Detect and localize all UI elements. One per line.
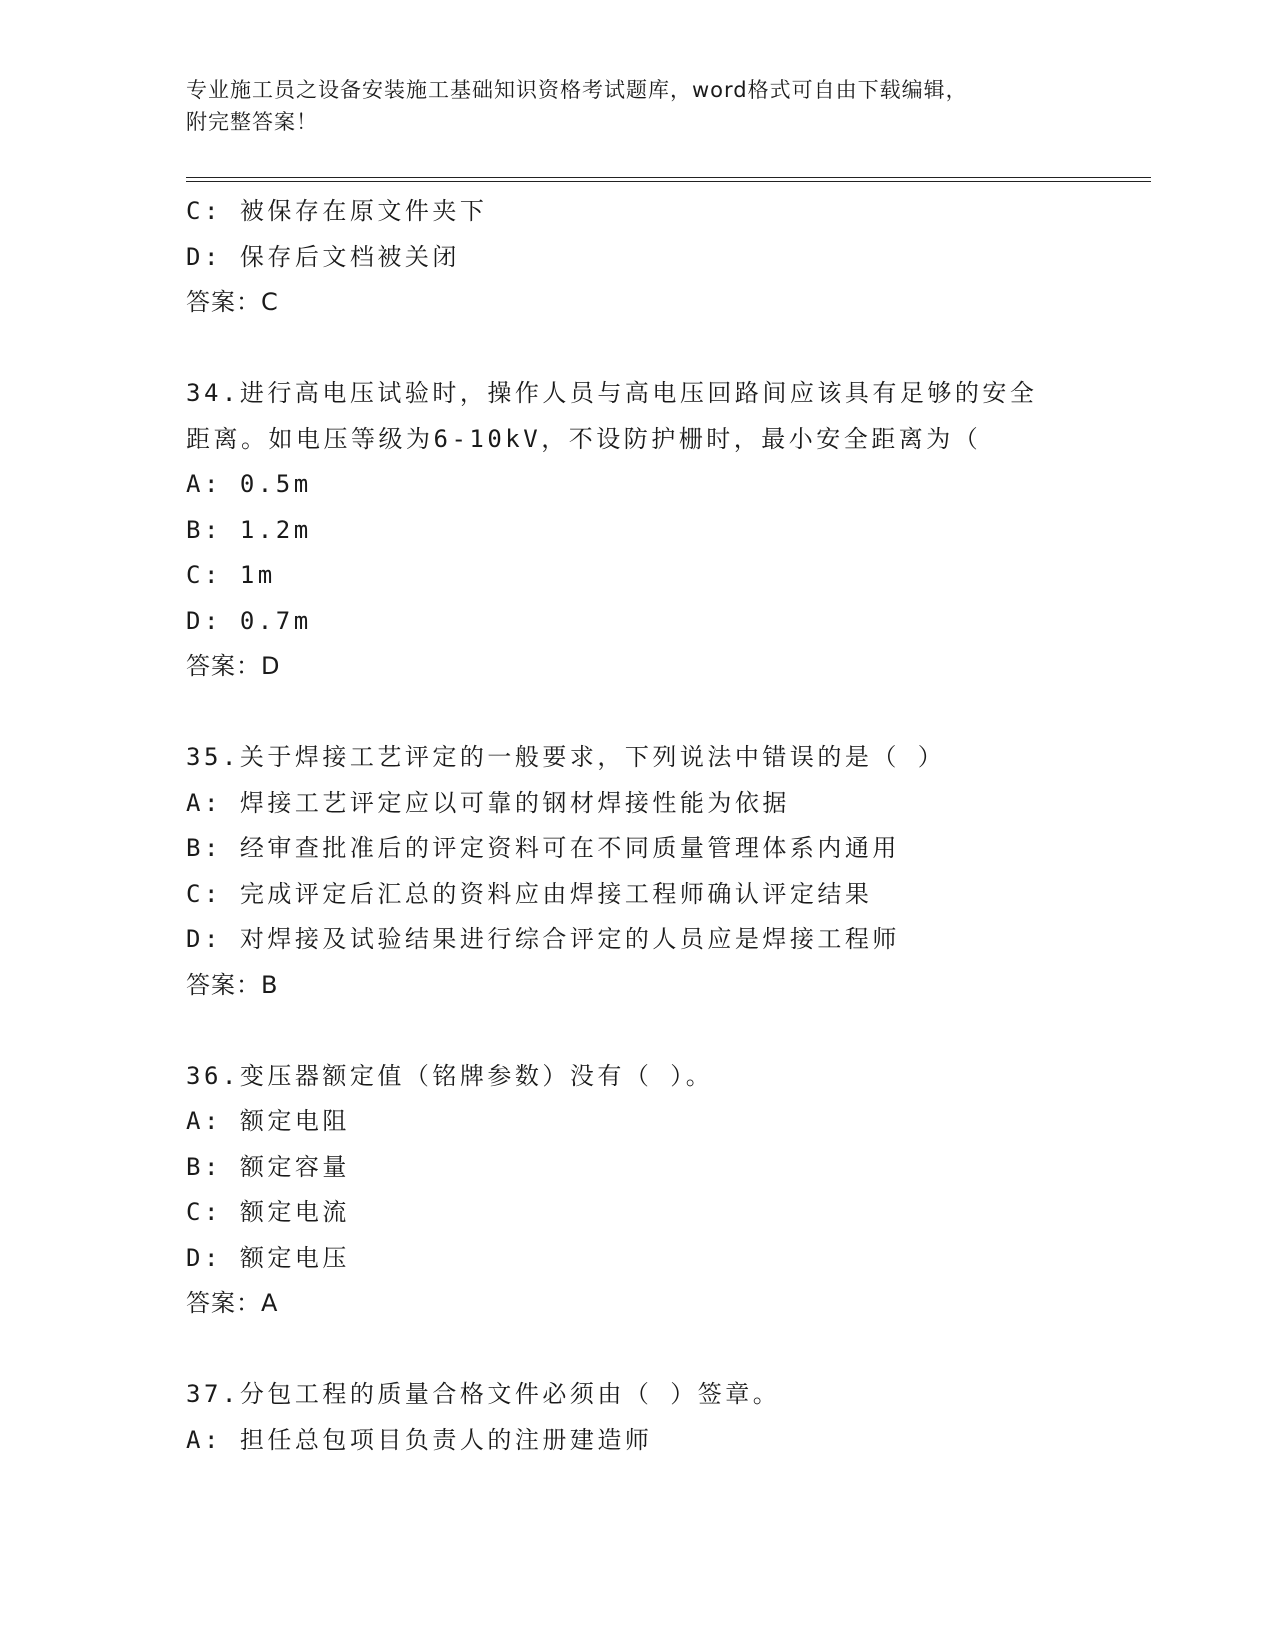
question-stem: 36.变压器额定值（铭牌参数）没有（ ）。 — [186, 1061, 714, 1090]
question-stem-continued: 距离。如电压等级为6-10kV，不设防护栅时，最小安全距离为（ — [186, 424, 982, 453]
option-c: C: 完成评定后汇总的资料应由焊接工程师确认评定结果 — [186, 879, 873, 908]
option-c: C: 1m — [186, 561, 276, 589]
option-a: A: 0.5m — [186, 470, 312, 498]
answer-line: 答案：C — [186, 288, 279, 316]
answer-line: 答案：A — [186, 1289, 279, 1317]
question-36 — [186, 1054, 1146, 1327]
spacer — [186, 1008, 1146, 1054]
option-b: B: 1.2m — [186, 515, 312, 544]
option-c: C: 被保存在原文件夹下 — [186, 197, 488, 225]
spacer — [186, 326, 1146, 372]
question-37 — [186, 1372, 1146, 1463]
document-header — [186, 74, 1066, 138]
option-d: D: 保存后文档被关闭 — [186, 242, 460, 271]
spacer — [186, 1327, 1146, 1373]
question-stem: 37.分包工程的质量合格文件必须由（ ）签章。 — [186, 1380, 781, 1408]
question-35 — [186, 735, 1146, 1008]
question-stem: 34.进行高电压试验时，操作人员与高电压回路间应该具有足够的安全 — [186, 379, 1038, 407]
spacer — [186, 690, 1146, 736]
option-c: C: 额定电流 — [186, 1198, 350, 1226]
header-title-line-1: 专业施工员之设备安装施工基础知识资格考试题库，word格式可自由下载编辑， — [186, 78, 968, 102]
answer-line: 答案：D — [186, 652, 281, 680]
header-divider-bottom — [186, 181, 1151, 182]
question-33-continued — [186, 189, 1146, 326]
header-title-line-2: 附完整答案！ — [186, 110, 318, 134]
option-d: D: 0.7m — [186, 606, 312, 635]
answer-line: 答案：B — [186, 970, 279, 999]
option-d: D: 额定电压 — [186, 1243, 350, 1272]
option-d: D: 对焊接及试验结果进行综合评定的人员应是焊接工程师 — [186, 925, 900, 953]
question-34 — [186, 371, 1146, 690]
question-list — [186, 189, 1146, 1463]
option-b: B: 经审查批准后的评定资料可在不同质量管理体系内通用 — [186, 834, 900, 862]
option-b: B: 额定容量 — [186, 1152, 350, 1181]
option-a: A: 额定电阻 — [186, 1107, 350, 1135]
option-a: A: 担任总包项目负责人的注册建造师 — [186, 1425, 653, 1454]
header-divider-top — [186, 177, 1151, 178]
option-a: A: 焊接工艺评定应以可靠的钢材焊接性能为依据 — [186, 788, 790, 817]
question-stem: 35.关于焊接工艺评定的一般要求，下列说法中错误的是（ ） — [186, 743, 946, 771]
